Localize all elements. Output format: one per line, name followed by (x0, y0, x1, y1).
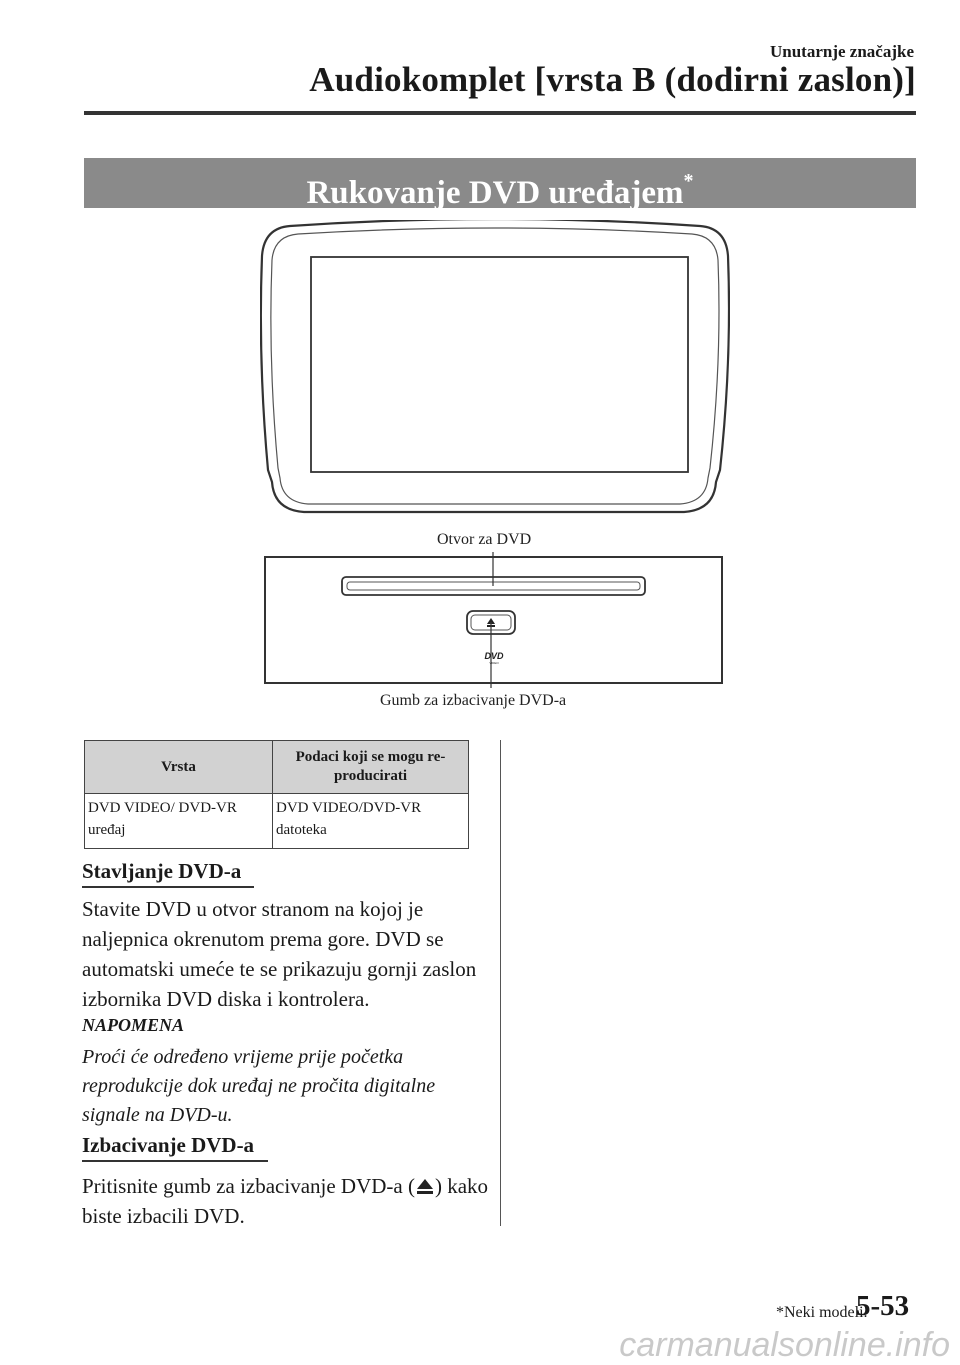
watermark: carmanualsonline.info (619, 1326, 950, 1364)
page-number: 5-53 (856, 1290, 910, 1322)
table-cell-data: DVD VIDEO/DVD-VR datoteka (273, 794, 469, 849)
media-type-table (84, 740, 469, 849)
column-divider (500, 740, 501, 1226)
table-row (85, 794, 469, 849)
eject-callout: Gumb za izbacivanje DVD-a (380, 692, 567, 709)
section-banner (84, 158, 916, 211)
insert-text: Stavite DVD u otvor stranom na kojoj je naljepnica okrenutom prema gore. DVD se automatski umeće te se prikazuju gornji zaslon izbornika DVD diska i kontrolera. (82, 897, 477, 1011)
eject-text-before: Pritisnite gumb za izbacivanje DVD-a ( (82, 1174, 415, 1198)
footnote-marker: * (683, 170, 694, 192)
insert-heading: Stavljanje DVD-a (82, 859, 254, 888)
table-header-data: Podaci koji se mogu re-producirati (273, 741, 469, 794)
table-cell-type: DVD VIDEO/ DVD-VR uređaj (85, 794, 273, 849)
dvd-logo-text: DVD (484, 651, 504, 661)
table-header-type: Vrsta (85, 741, 273, 794)
section-title: Rukovanje DVD uređajem (306, 175, 684, 211)
display-area (311, 257, 688, 472)
dvd-unit-illustration (260, 220, 730, 720)
table-header-row (85, 741, 469, 794)
dvd-logo-subtext: VIDEO (489, 661, 499, 665)
eject-text (82, 1171, 492, 1231)
eject-text-after: ) kako biste izbacili DVD. (82, 1174, 489, 1228)
chapter-title: Audiokomplet [vrsta B (dodirni zaslon)] (309, 60, 916, 99)
eject-icon (416, 1178, 434, 1195)
header-rule (84, 111, 916, 115)
note-heading: NAPOMENA (82, 1015, 185, 1035)
footnote: *Neki modeli. (776, 1304, 868, 1321)
chapter-subtitle: Unutarnje značajke (769, 42, 914, 61)
slot-callout: Otvor za DVD (437, 531, 532, 548)
eject-heading: Izbacivanje DVD-a (82, 1133, 268, 1162)
note-text: Proći će određeno vrijeme prije početka reprodukcije dok uređaj ne pročita digitalne signale na DVD-u. (82, 1046, 436, 1126)
